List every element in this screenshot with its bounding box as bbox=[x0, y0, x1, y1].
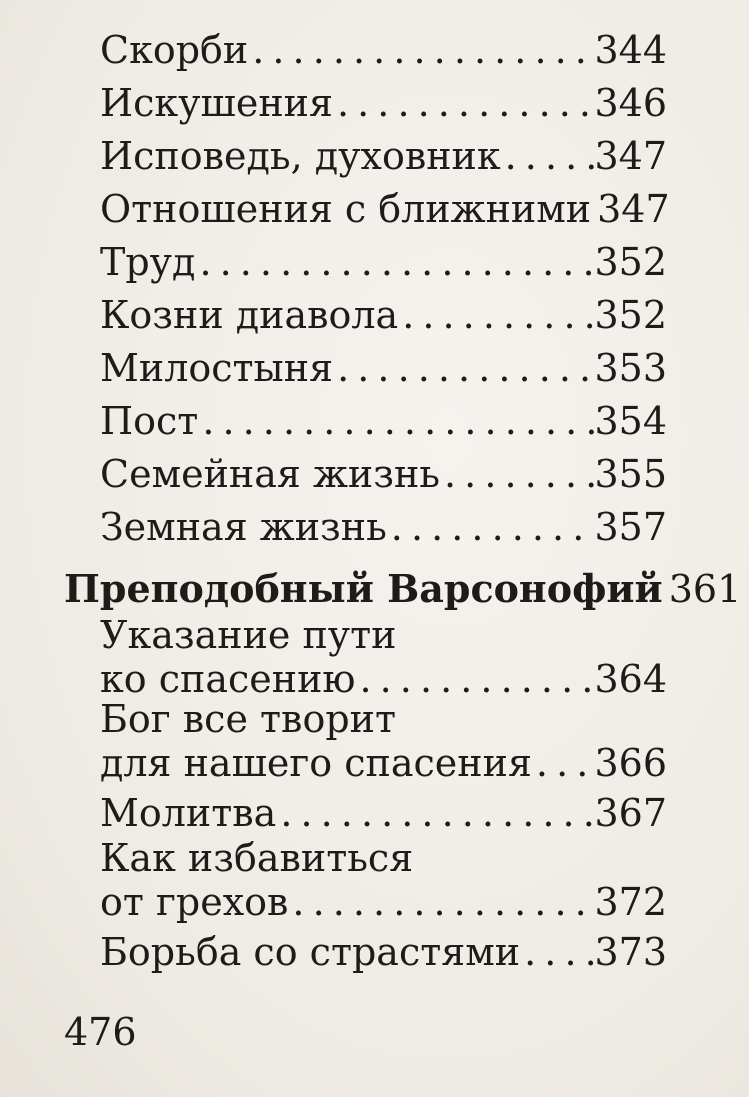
dot-leader bbox=[195, 240, 594, 284]
page-number: 476 bbox=[64, 1010, 137, 1054]
toc-section-title: Преподобный Варсонофий bbox=[64, 566, 663, 611]
dot-leader bbox=[198, 399, 594, 443]
toc-entry bbox=[100, 649, 667, 701]
toc-entry-title: Скорби bbox=[100, 28, 249, 72]
toc-entry bbox=[100, 497, 667, 549]
dot-leader bbox=[532, 741, 595, 785]
toc-entry-page: 353 bbox=[594, 346, 667, 390]
dot-leader bbox=[288, 880, 594, 924]
toc-entry bbox=[100, 338, 667, 390]
toc-entry-page: 347 bbox=[597, 187, 670, 231]
dot-leader bbox=[333, 346, 594, 390]
toc-entry-title: Борьба со страстями bbox=[100, 930, 521, 974]
toc-section-page: 361 bbox=[668, 567, 742, 611]
dot-leader bbox=[276, 791, 594, 835]
toc-entry bbox=[100, 444, 667, 496]
toc-entry-title: от грехов bbox=[100, 880, 289, 924]
toc-entry-page: 367 bbox=[594, 791, 667, 835]
dot-leader bbox=[440, 452, 594, 496]
toc-entry-page: 373 bbox=[594, 930, 667, 974]
toc-entry-page: 366 bbox=[594, 741, 667, 785]
dot-leader bbox=[501, 134, 595, 178]
toc-entry-page: 364 bbox=[594, 657, 667, 701]
dot-leader bbox=[398, 293, 594, 337]
toc-entry-page: 357 bbox=[594, 505, 667, 549]
toc-entry-title: Искушения bbox=[100, 81, 333, 125]
toc-entry bbox=[100, 20, 667, 72]
toc-entry-title: Отношения с ближними bbox=[100, 187, 592, 231]
toc-entry-title: Козни диавола bbox=[100, 293, 399, 337]
toc-entry bbox=[100, 922, 667, 974]
toc-entry bbox=[100, 872, 667, 924]
toc-entry-first-line: Бог все творит bbox=[100, 697, 397, 741]
dot-leader bbox=[355, 657, 594, 701]
toc-entry-title: Пост bbox=[100, 399, 199, 443]
toc-entry-title: Исповедь, духовник bbox=[100, 134, 501, 178]
toc-entry-page: 354 bbox=[594, 399, 667, 443]
toc-entry-first-line: Как избавиться bbox=[100, 836, 414, 880]
toc-entry-title: Семейная жизнь bbox=[100, 452, 440, 496]
toc-entry-first-line: Указание пути bbox=[100, 613, 397, 657]
dot-leader bbox=[387, 505, 595, 549]
toc-entry bbox=[100, 73, 667, 125]
toc-entry bbox=[100, 232, 667, 284]
toc-entry-page: 355 bbox=[594, 452, 667, 496]
toc-entry bbox=[100, 285, 667, 337]
toc-entry-page: 346 bbox=[594, 81, 667, 125]
toc-entry bbox=[100, 783, 667, 835]
toc-entry-page: 347 bbox=[594, 134, 667, 178]
toc-entry-page: 344 bbox=[594, 28, 667, 72]
toc-entry-title: Молитва bbox=[100, 791, 277, 835]
toc-entry bbox=[100, 733, 667, 785]
toc-section-heading bbox=[64, 559, 742, 611]
toc-entry bbox=[100, 391, 667, 443]
toc-entry-title: Милостыня bbox=[100, 346, 334, 390]
dot-leader bbox=[333, 81, 594, 125]
toc-entry-title: Труд bbox=[100, 240, 196, 284]
toc-entry-page: 352 bbox=[594, 240, 667, 284]
toc-entry bbox=[100, 126, 667, 178]
dot-leader bbox=[520, 930, 594, 974]
toc-entry-page: 372 bbox=[594, 880, 667, 924]
dot-leader bbox=[248, 28, 594, 72]
toc-entry bbox=[100, 179, 670, 231]
toc-entry-page: 352 bbox=[594, 293, 667, 337]
toc-entry-title: Земная жизнь bbox=[100, 505, 387, 549]
toc-entry-title: для нашего спасения bbox=[100, 741, 532, 785]
toc-entry-title: ко спасению bbox=[100, 657, 356, 701]
